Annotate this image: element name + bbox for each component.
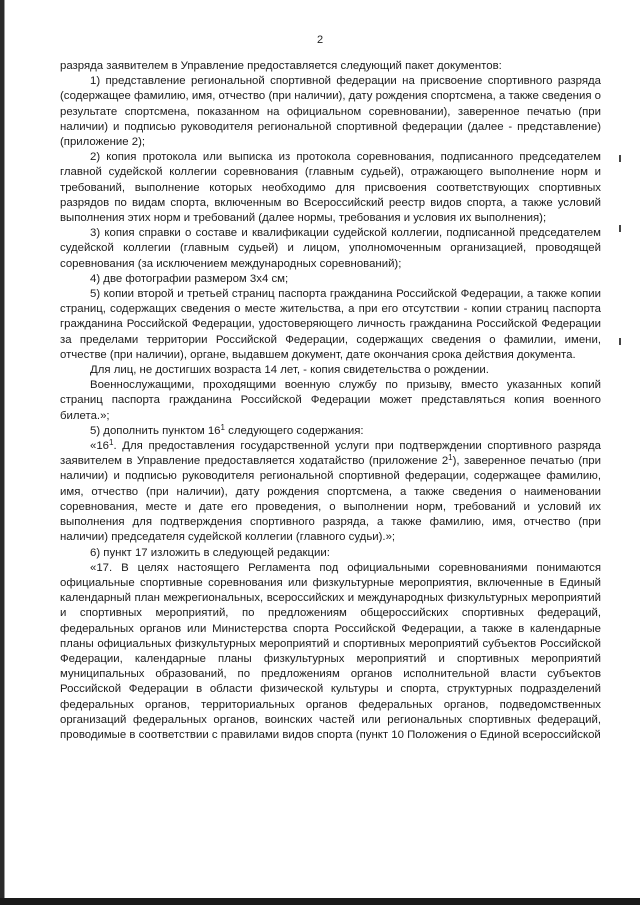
scan-bottom-edge: [0, 895, 640, 905]
text-run: 5) дополнить пунктом 16: [90, 424, 221, 437]
paragraph: разряда заявителем в Управление предоставляется следующий пакет документов:: [60, 60, 502, 72]
amendment-item: [60, 424, 601, 439]
list-item: 4) две фотографии размером 3х4 см;: [90, 272, 289, 285]
scan-left-edge: [0, 0, 7, 905]
text-run: ), заверенное печатью (при наличии) и подписью руководителя региональной спортивной федерации, содержащее фамилию, имя, отчество (при наличии), дату рождения спортсмена, а также сведения о наименовании соревнования, месте и дате его проведения, о выполнении норм, требований и условий их выполнения для подтверждения спортивного разряда, а также фамилию, имя, отчество (при наличии) председателя судейской коллегии (главного судьи).»;: [60, 455, 601, 544]
quoted-clause: «17. В целях настоящего Регламента под официальными соревнованиями понимаются официальные спортивные соревнования или физкультурные мероприятия, включенные в Единый календарный план межрегиональных, всероссийских и международных физкультурных мероприятий и спортивных мероприятий, по предложениям общероссийских спортивных федераций, федеральных органов или Министерства спорта Российской Федерации, а также в календарные планы официальных физкультурных мероприятий и спортивных мероприятий субъектов Российской Федерации, календарные планы физкультурных мероприятий и спортивных мероприятий муниципальных образований, по предложениям органов исполнительной власти субъектов Российской Федерации в области физической культуры и спорта, структурных подразделений федеральных органов, территориальных органов федеральных органов, подведомственных организаций федеральных органов, воинских частей или региональных спортивных федераций, проводимые в соответствии с правилами видов спорта (пункт 10 Положения о Единой всероссийской: [60, 561, 601, 741]
margin-mark: [619, 225, 621, 232]
text-run: . Для предоставления государственной услуги при подтверждении спортивного разряда заявителем в Управление предоставляется ходатайство (приложение 2: [60, 440, 601, 468]
document-body: [60, 59, 601, 743]
amendment-item: 6) пункт 17 изложить в следующей редакции:: [90, 546, 330, 559]
text-run: «16: [90, 440, 110, 453]
quoted-clause: [60, 439, 601, 545]
superscript: 1: [220, 422, 225, 432]
list-item: 1) представление региональной спортивной федерации на присвоение спортивного разряда (содержащее фамилию, имя, отчество (при наличии), дату рождения спортсмена, а также сведения о результате спортсмена, показанном на официальном соревновании), заверенное печатью (при наличии) и подписью руководителя региональной спортивной федерации (далее - представление) (приложение 2);: [60, 75, 601, 149]
list-item: 5) копии второй и третьей страниц паспорта гражданина Российской Федерации, а также копии страниц, содержащих сведения о месте жительства, а при его отсутствии - копии страниц паспорта гражданина Российской Федерации, удостоверяющего личность гражданина Российской Федерации за пределами территории Российской Федерации, содержащих сведения о фамилии, имени, отчестве (при наличии), органе, выдавшем документ, дате окончания срока действия документа.: [60, 288, 601, 361]
paragraph: Военнослужащими, проходящими военную службу по призыву, вместо указанных копий страниц паспорта гражданина Российской Федерации может представляться копия военного билета.»;: [60, 379, 601, 422]
text-run: следующего содержания:: [224, 424, 364, 437]
margin-mark: [619, 338, 621, 345]
list-item: 3) копия справки о составе и квалификации судейской коллегии, подписанной председателем судейской коллегии (главным судьей) и лицом, уполномоченным организацией, проводящей соревнования (за исключением международных соревнований);: [60, 227, 601, 270]
superscript: 1: [109, 438, 114, 448]
page-number: 2: [316, 34, 324, 46]
margin-mark: [619, 155, 621, 162]
list-item: 2) копия протокола или выписка из протокола соревнования, подписанного председателем главной судейской коллегии соревнования (главным судьей), отражающего выполнение норм и требований, выполнение которых необходимо для присвоения соответствующих спортивных разрядов по видам спорта, включенным во Всероссийский реестр видов спорта, а также условий выполнения этих норм и требований (далее нормы, требования и условия их выполнения);: [60, 151, 601, 225]
superscript: 1: [448, 453, 453, 463]
paragraph: Для лиц, не достигших возраста 14 лет, - копия свидетельства о рождении.: [90, 364, 489, 377]
